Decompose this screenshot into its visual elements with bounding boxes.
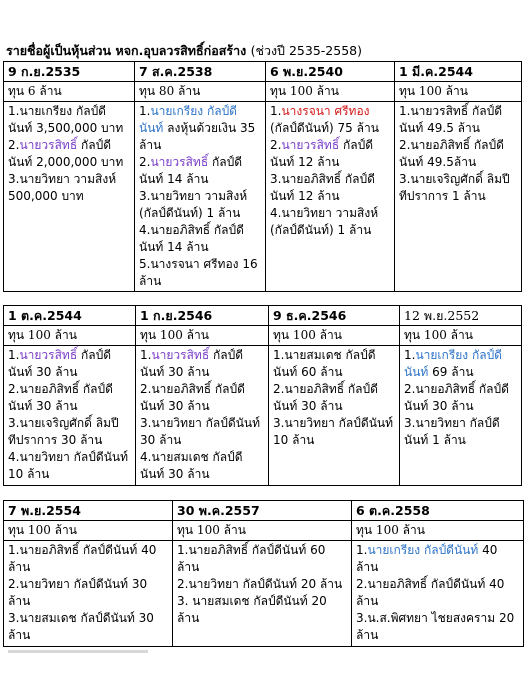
partner-entry xyxy=(8,347,131,381)
partner-number: 2. xyxy=(177,577,189,591)
partner-entry xyxy=(273,381,395,415)
partner-number: 2. xyxy=(404,382,416,396)
partner-share: 30 ล้าน xyxy=(57,433,103,447)
partner-name: นายเกรียง กัลป์ดีนันท์ xyxy=(8,104,106,135)
partner-number: 2. xyxy=(270,138,282,152)
partner-name: นายวรสิทธิ์ xyxy=(150,155,209,169)
partner-entry xyxy=(404,347,517,381)
partner-entry xyxy=(8,137,130,171)
partner-share: กัลป์ดีนันท์ 2,000,000 บาท xyxy=(8,138,124,169)
partners-cell xyxy=(4,541,173,647)
partner-name: นางรจนา ศรีทอง xyxy=(281,104,370,118)
capital-cell: ทุน 80 ล้าน xyxy=(135,82,266,102)
partner-name: นายสมเดช กัลป์ดีนันท์ xyxy=(140,450,243,481)
partner-number: 3. xyxy=(8,172,20,186)
partner-share: 30 ล้าน xyxy=(32,399,78,413)
partners-cell xyxy=(173,541,352,647)
partner-share: 10 ล้าน xyxy=(8,467,50,481)
table-3-capital-row xyxy=(4,521,524,541)
table-1-partners-row xyxy=(4,102,522,292)
capital-cell: ทุน 100 ล้าน xyxy=(4,521,173,541)
partner-name: นายวรสิทธิ์ xyxy=(19,348,78,362)
partners-cell xyxy=(269,346,400,486)
partner-name: นายเจริญศักดิ์ ลิมปีทีปราการ xyxy=(399,172,510,203)
partners-cell xyxy=(395,102,522,292)
partner-entry xyxy=(356,576,519,610)
capital-cell: ทุน 100 ล้าน xyxy=(4,326,136,346)
partner-share: 40 ล้าน xyxy=(356,577,505,608)
partner-entry xyxy=(8,610,168,644)
partner-name: นายวิทยา กัลป์ดีนันท์ xyxy=(284,416,394,430)
partner-name: นายวรสิทธิ์ กัลป์ดีนันท์ xyxy=(399,104,503,135)
partner-number: 1. xyxy=(140,348,152,362)
date-cell: 30 พ.ค.2557 xyxy=(173,501,352,521)
capital-cell: ทุน 100 ล้าน xyxy=(266,82,395,102)
shareholder-table-2 xyxy=(3,305,522,486)
capital-cell: ทุน 100 ล้าน xyxy=(395,82,522,102)
faded-footer-line xyxy=(8,650,148,653)
date-cell: 1 มี.ค.2544 xyxy=(395,62,522,82)
partner-entry xyxy=(8,449,131,483)
partner-share: 20 ล้าน xyxy=(356,611,515,642)
partner-name: นายวิทยา วามสิงห์ xyxy=(150,189,248,203)
shareholder-table-1 xyxy=(3,61,522,292)
partner-entry xyxy=(8,542,168,576)
partner-number: 1. xyxy=(8,543,20,557)
partners-cell xyxy=(400,346,522,486)
partner-name: นายเกรียง กัลป์ดีนันท์ xyxy=(404,348,502,379)
partner-name: นายวิทยา กัลป์ดีนันท์ xyxy=(404,416,500,447)
partner-number: 2. xyxy=(8,382,20,396)
table-1-date-row xyxy=(4,62,522,82)
title-range: (ช่วงปี 2535-2558) xyxy=(250,43,362,58)
partner-entry xyxy=(139,222,261,256)
partner-share: กัลป์ดีนันท์ 12 ล้าน xyxy=(270,138,374,169)
partner-entry xyxy=(8,381,131,415)
partner-name: นายวรสิทธิ์ xyxy=(151,348,210,362)
partner-share: กัลป์ดีนันท์ 14 ล้าน xyxy=(139,155,243,186)
partner-share: 16 ล้าน xyxy=(139,257,258,288)
partner-number: 1. xyxy=(399,104,411,118)
table-3-partners-row xyxy=(4,541,524,647)
partner-name: นางรจนา ศรีทอง xyxy=(150,257,239,271)
partner-name: นายวิทยา กัลป์ดีนันท์ xyxy=(188,577,298,591)
partner-entry xyxy=(8,576,168,610)
partner-entry xyxy=(139,188,261,222)
partner-share: 14 ล้าน xyxy=(163,240,209,254)
partner-share: ลงหุ้นด้วยเงิน 35 ล้าน xyxy=(139,121,256,152)
capital-cell: ทุน 100 ล้าน xyxy=(136,326,269,346)
partner-entry xyxy=(140,347,264,381)
partner-name: นายอภิสิทธิ์ กัลป์ดีนันท์ xyxy=(399,138,504,169)
partner-entry xyxy=(140,415,264,449)
partner-name: นายวิทยา กัลป์ดีนันท์ xyxy=(19,450,129,464)
partner-share: 500,000 บาท xyxy=(8,189,84,203)
partners-cell xyxy=(4,102,135,292)
partner-entry xyxy=(177,542,347,576)
partner-number: 3. xyxy=(273,416,285,430)
partner-share: (กัลป์ดีนันท์) 1 ล้าน xyxy=(139,206,241,220)
partner-name: นายอภิสิทธิ์ กัลป์ดีนันท์ xyxy=(19,543,138,557)
partner-name: นายสมเดช กัลป์ดีนันท์ xyxy=(19,611,135,625)
partner-share: 40 ล้าน xyxy=(356,543,498,574)
partner-share: 30 ล้าน xyxy=(8,577,148,608)
partner-number: 2. xyxy=(399,138,411,152)
partner-name: นายอภิสิทธิ์ กัลป์ดีนันท์ xyxy=(367,577,486,591)
partner-entry xyxy=(356,542,519,576)
capital-cell: ทุน 100 ล้าน xyxy=(173,521,352,541)
capital-cell: ทุน 100 ล้าน xyxy=(352,521,524,541)
partner-share: 30 ล้าน xyxy=(164,467,210,481)
partner-name: นายวิทยา วามสิงห์ xyxy=(19,172,117,186)
partner-name: นายสมเดช กัลป์ดีนันท์ xyxy=(273,348,376,379)
partner-number: 4. xyxy=(140,450,152,464)
partner-share: 60 ล้าน xyxy=(297,365,343,379)
partner-number: 1. xyxy=(273,348,285,362)
partner-name: นายวิทยา กัลป์ดีนันท์ xyxy=(19,577,129,591)
capital-cell: ทุน 100 ล้าน xyxy=(269,326,400,346)
partner-number: 3. xyxy=(270,172,282,186)
date-cell: 1 ต.ค.2544 xyxy=(4,306,136,326)
partner-number: 4. xyxy=(270,206,282,220)
partner-entry xyxy=(139,103,261,154)
partner-number: 3. xyxy=(8,611,20,625)
table-2-partners-row xyxy=(4,346,522,486)
partner-share: 30 ล้าน xyxy=(297,399,343,413)
partner-share: 69 ล้าน xyxy=(428,365,474,379)
partner-number: 2. xyxy=(8,577,20,591)
partner-number: 3. xyxy=(8,416,20,430)
partner-share: (กัลป์ดีนันท์) 1 ล้าน xyxy=(270,223,372,237)
partner-share: (กัลป์ดีนันท์) 75 ล้าน xyxy=(270,121,379,135)
partner-name: นายอภิสิทธิ์ กัลป์ดีนันท์ xyxy=(273,382,378,413)
partner-number: 3. xyxy=(177,594,193,608)
partner-entry xyxy=(404,381,517,415)
partner-name: น.ส.พิศทยา ไชยสงคราม xyxy=(367,611,496,625)
partner-name: นายวิทยา กัลป์ดีนันท์ xyxy=(151,416,261,430)
partner-entry xyxy=(270,205,390,239)
date-cell: 12 พ.ย.2552 xyxy=(400,306,522,326)
partner-name: นายเจริญศักดิ์ ลิมปีทีปราการ xyxy=(8,416,119,447)
partner-number: 5. xyxy=(139,257,151,271)
partners-cell xyxy=(266,102,395,292)
partner-entry xyxy=(404,415,517,449)
partner-entry xyxy=(273,415,395,449)
table-2-date-row xyxy=(4,306,522,326)
partner-share: กัลป์ดีนันท์ 30 ล้าน xyxy=(140,348,244,379)
partners-cell xyxy=(4,346,136,486)
partner-number: 1. xyxy=(356,543,368,557)
partner-share: 30 ล้าน xyxy=(8,611,154,642)
partner-entry xyxy=(270,137,390,171)
partner-share: 49.5ล้าน xyxy=(423,155,477,169)
partner-share: 49.5 ล้าน xyxy=(423,121,480,135)
date-cell: 9 ธ.ค.2546 xyxy=(269,306,400,326)
partner-number: 1. xyxy=(139,104,151,118)
partner-share: 10 ล้าน xyxy=(273,433,315,447)
partner-entry xyxy=(399,103,517,137)
table-3-date-row xyxy=(4,501,524,521)
partner-share: 12 ล้าน xyxy=(294,189,340,203)
partner-entry xyxy=(356,610,519,644)
partner-name: นายอภิสิทธิ์ กัลป์ดีนันท์ xyxy=(188,543,307,557)
partner-number: 1. xyxy=(8,104,20,118)
partner-name: นายอภิสิทธิ์ กัลป์ดีนันท์ xyxy=(140,382,245,413)
partner-entry xyxy=(270,171,390,205)
partner-entry xyxy=(140,381,264,415)
partner-name: นายอภิสิทธิ์ กัลป์ดีนันท์ xyxy=(404,382,509,413)
partner-entry xyxy=(399,137,517,171)
partner-entry xyxy=(139,154,261,188)
partner-entry xyxy=(8,103,130,137)
partner-name: นายวิทยา วามสิงห์ xyxy=(281,206,379,220)
shareholder-table-3 xyxy=(3,500,524,647)
partner-entry xyxy=(399,171,517,205)
partner-number: 2. xyxy=(140,382,152,396)
partners-cell xyxy=(136,346,269,486)
date-cell: 6 ต.ค.2558 xyxy=(352,501,524,521)
partner-share: 30 ล้าน xyxy=(164,399,210,413)
partner-share: 1 ล้าน xyxy=(448,189,486,203)
date-cell: 7 พ.ย.2554 xyxy=(4,501,173,521)
date-cell: 7 ส.ค.2538 xyxy=(135,62,266,82)
partner-number: 2. xyxy=(139,155,151,169)
partner-name: นายวรสิทธิ์ xyxy=(19,138,78,152)
partner-name: นายเกรียง กัลป์ดีนันท์ xyxy=(139,104,237,135)
partner-number: 1. xyxy=(177,543,189,557)
page-title xyxy=(6,41,521,61)
capital-cell: ทุน 100 ล้าน xyxy=(400,326,522,346)
partner-entry xyxy=(177,593,347,627)
partners-cell xyxy=(352,541,524,647)
partner-share: 20 ล้าน xyxy=(297,577,343,591)
partner-entry xyxy=(270,103,390,137)
partner-number: 2. xyxy=(273,382,285,396)
partners-cell xyxy=(135,102,266,292)
partner-name: นายวรสิทธิ์ xyxy=(281,138,340,152)
partner-number: 1. xyxy=(270,104,282,118)
partner-entry xyxy=(139,256,261,290)
date-cell: 1 ก.ย.2546 xyxy=(136,306,269,326)
partner-entry xyxy=(273,347,395,381)
table-1-capital-row xyxy=(4,82,522,102)
partner-entry xyxy=(177,576,347,593)
partner-number: 1. xyxy=(8,348,20,362)
partner-entry xyxy=(140,449,264,483)
partner-name: นายอภิสิทธิ์ กัลป์ดีนันท์ xyxy=(139,223,244,254)
partner-number: 4. xyxy=(8,450,20,464)
partner-number: 2. xyxy=(8,138,20,152)
partner-share: 30 ล้าน xyxy=(428,399,474,413)
partner-share: 1 ล้าน xyxy=(428,433,466,447)
partner-share: 30 ล้าน xyxy=(140,433,182,447)
partner-number: 3. xyxy=(399,172,411,186)
capital-cell: ทุน 6 ล้าน xyxy=(4,82,135,102)
partner-share: 60 ล้าน xyxy=(177,543,326,574)
date-cell: 9 ก.ย.2535 xyxy=(4,62,135,82)
partner-name: นายเกรียง กัลป์ดีนันท์ xyxy=(367,543,479,557)
partner-number: 3. xyxy=(139,189,151,203)
partner-share: 3,500,000 บาท xyxy=(32,121,124,135)
partner-number: 3. xyxy=(356,611,368,625)
partner-number: 2. xyxy=(356,577,368,591)
partner-entry xyxy=(8,415,131,449)
partner-number: 3. xyxy=(140,416,152,430)
date-cell: 6 พ.ย.2540 xyxy=(266,62,395,82)
partner-number: 3. xyxy=(404,416,416,430)
table-2-capital-row xyxy=(4,326,522,346)
partner-share: 20 ล้าน xyxy=(177,594,327,625)
partner-share: 40 ล้าน xyxy=(8,543,157,574)
partner-number: 4. xyxy=(139,223,151,237)
partner-entry xyxy=(8,171,130,205)
partner-name: นายอภิสิทธิ์ กัลป์ดีนันท์ xyxy=(8,382,113,413)
partner-number: 1. xyxy=(404,348,416,362)
partner-share: กัลป์ดีนันท์ 30 ล้าน xyxy=(8,348,112,379)
title-main: รายชื่อผู้เป็นหุ้นส่วน หจก.อุบลวรสิทธิ์ก่อสร้าง xyxy=(6,43,247,58)
partner-name: นายอภิสิทธิ์ กัลป์ดีนันท์ xyxy=(270,172,375,203)
partner-name: นายสมเดช กัลป์ดีนันท์ xyxy=(192,594,308,608)
